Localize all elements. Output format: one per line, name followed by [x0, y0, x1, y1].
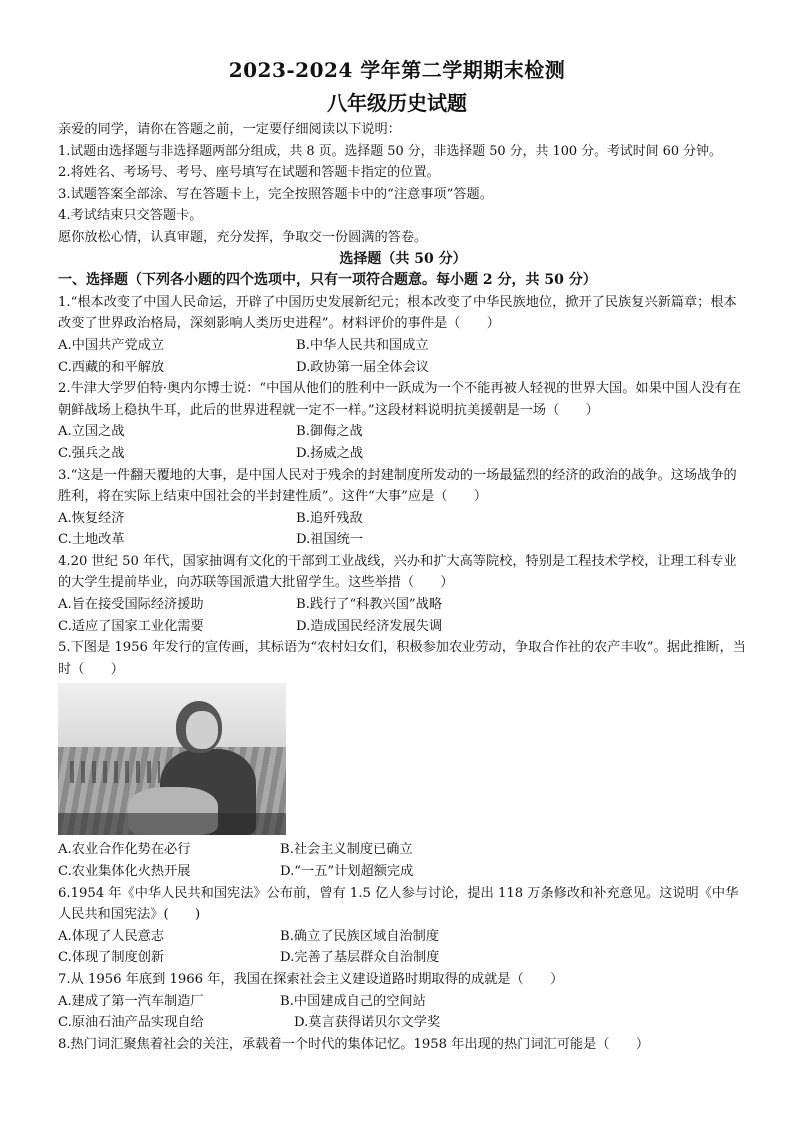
option-b: B.确立了民族区域自治制度: [280, 928, 439, 944]
exam-body: [58, 119, 748, 1055]
option-d: D.扬威之战: [296, 445, 364, 461]
question-stem: 6.1954 年《中华人民共和国宪法》公布前，曾有 1.5 亿人参与讨论，提出 118 万条修改和补充意见。这说明《中华人民共和国宪法》( ): [58, 885, 739, 923]
option-b: B.中国建成自己的空间站: [280, 993, 426, 1009]
poster-woman-face: [186, 711, 218, 749]
question-stem: 4.20 世纪 50 年代，国家抽调有文化的干部到工业战线，兴办和扩大高等院校，特别是工程技术学校，让理工科专业的大学生提前毕业，向苏联等国派遣大批留学生。这些举措（ ）: [58, 553, 737, 591]
option-c: C.体现了制度创新: [58, 950, 165, 966]
poster-sky: [58, 683, 286, 747]
section-heading: 一、选择题（下列各小题的四个选项中，只有一项符合题意。每小题 2 分，共 50 分）: [58, 272, 597, 289]
option-row: [58, 1012, 748, 1034]
option-row: [58, 357, 748, 379]
intro-line: 1.试题由选择题与非选择题两部分组成，共 8 页。选择题 50 分，非选择题 50 分，共 100 分。考试时间 60 分钟。: [58, 143, 722, 159]
option-b: B.社会主义制度已确立: [280, 842, 413, 858]
intro-line: 2.将姓名、考场号、考号、座号填写在试题和答题卡指定的位置。: [58, 165, 440, 181]
option-row: [58, 926, 748, 948]
exam-title: 2023-2024 学年第二学期期末检测: [228, 58, 566, 82]
intro-line: 亲爱的同学，请你在答题之前，一定要仔细阅读以下说明：: [58, 122, 401, 137]
option-d: D.造成国民经济发展失调: [296, 618, 443, 634]
option-a: A.农业合作化势在必行: [58, 842, 191, 858]
option-row: [58, 421, 748, 443]
option-row: [58, 335, 748, 357]
option-b: B.御侮之战: [296, 424, 363, 440]
option-row: [58, 991, 748, 1013]
section-heading-center: 选择题（共 50 分）: [339, 250, 467, 267]
option-c: C.适应了国家工业化需要: [58, 618, 204, 634]
option-c: C.农业集体化火热开展: [58, 864, 191, 880]
option-d: D.“一五”计划超额完成: [280, 864, 414, 880]
option-c: C.西藏的和平解放: [58, 359, 165, 375]
option-c: C.土地改革: [58, 532, 125, 548]
option-row: [58, 508, 748, 530]
question-stem: 1.“根本改变了中国人民命运，开辟了中国历史发展新纪元；根本改变了中华民族地位，掀开了民族复兴新篇章；根本改变了世界政治格局，深刻影响人类历史进程”。材料评价的事件是（ ）: [58, 294, 737, 332]
option-c: C.原油石油产品实现自给: [58, 1015, 204, 1031]
option-d: D.莫言获得诺贝尔文学奖: [294, 1015, 441, 1031]
option-row: [58, 616, 748, 638]
option-d: D.祖国统一: [296, 532, 364, 548]
question-stem: 8.热门词汇聚焦着社会的关注，承载着一个时代的集体记忆。1958 年出现的热门词汇可能是（ ）: [58, 1036, 650, 1052]
option-row: [58, 594, 748, 616]
question-stem: 7.从 1956 年底到 1966 年，我国在探索社会主义建设道路时期取得的成就是（ ）: [58, 972, 564, 987]
intro-line: 3.试题答案全部涂、写在答题卡上，完全按照答题卡中的“注意事项”答题。: [58, 186, 493, 202]
option-row: [58, 947, 748, 969]
option-row: [58, 861, 748, 883]
option-b: B.践行了“科教兴国”战略: [296, 597, 443, 613]
intro-line: 4.考试结束只交答题卡。: [58, 208, 203, 224]
option-row: [58, 529, 748, 551]
option-row: [58, 443, 748, 465]
option-a: A.立国之战: [58, 424, 125, 440]
option-b: B.中华人民共和国成立: [296, 337, 429, 353]
option-d: D.政协第一届全体会议: [296, 359, 429, 375]
poster-workers: [70, 761, 160, 783]
option-a: A.建成了第一汽车制造厂: [58, 993, 204, 1009]
option-b: B.追歼残敌: [296, 510, 363, 526]
option-a: A.旨在接受国际经济援助: [58, 597, 204, 613]
poster-caption-strip: [58, 813, 286, 835]
option-d: D.完善了基层群众自治制度: [280, 950, 440, 966]
option-row: [58, 839, 748, 861]
question-stem: 2.牛津大学罗伯特·奥内尔博士说：“中国从他们的胜利中一跃成为一个不能再被人轻视的世界大国。如果中国人没有在朝鲜战场上稳执牛耳，此后的世界进程就一定不一样。”这段材料说明抗美援朝是一场（ ）: [58, 381, 741, 418]
option-c: C.强兵之战: [58, 445, 125, 461]
option-a: A.恢复经济: [58, 510, 125, 526]
question-stem: 3.“这是一件翻天覆地的大事，是中国人民对于残余的封建制度所发动的一场最猛烈的经济的政治的战争。这场战争的胜利，将在实际上结束中国社会的半封建性质”。这件“大事”应是（ ）: [58, 467, 737, 505]
propaganda-poster-image: [58, 683, 286, 835]
option-a: A.体现了人民意志: [58, 928, 165, 944]
exam-subtitle: 八年级历史试题: [327, 91, 467, 115]
option-a: A.中国共产党成立: [58, 337, 165, 353]
intro-line: 愿你放松心情，认真审题，充分发挥，争取交一份圆满的答卷。: [58, 229, 428, 245]
question-stem: 5.下图是 1956 年发行的宣传画，其标语为“农村妇女们，积极参加农业劳动，争取合作社的农产丰收”。据此推断，当时（ ）: [58, 640, 746, 677]
